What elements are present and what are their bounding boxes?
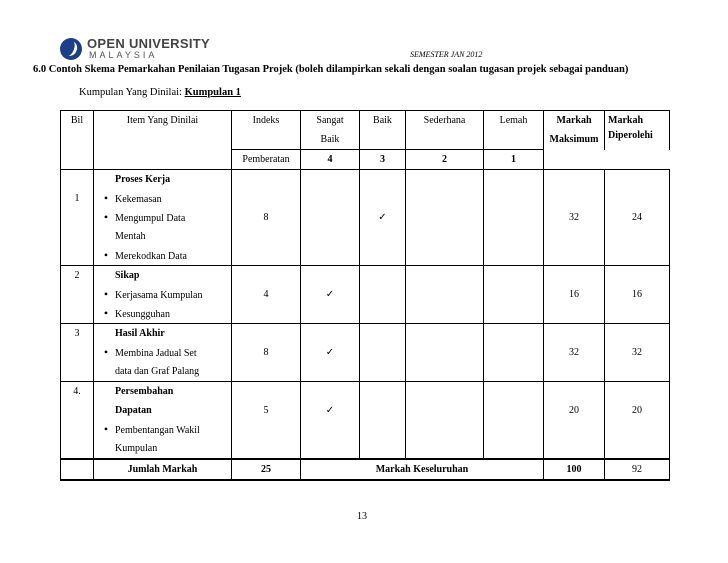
weight-4: 4 — [301, 150, 360, 170]
total-indeks: 25 — [232, 459, 301, 480]
page-number: 13 — [357, 511, 367, 522]
total-label2: Markah Keseluruhan — [301, 459, 544, 480]
header-sangat-baik: Baik — [301, 130, 360, 150]
bullet-icon — [97, 306, 115, 321]
row3-head: Hasil Akhir — [94, 324, 232, 344]
marking-table — [60, 110, 670, 481]
weight-1: 1 — [484, 150, 544, 170]
group-line — [79, 87, 241, 98]
pemberatan-label: Pemberatan — [232, 150, 301, 170]
row4-bil: 4. — [61, 382, 94, 402]
row1-item1: • Kekemasan — [94, 189, 232, 208]
row2-diperolehi: 16 — [605, 285, 670, 304]
header-sederhana: Sederhana — [406, 111, 484, 131]
row3-diperolehi: 32 — [605, 343, 670, 362]
row4-item1b: Kumpulan — [94, 439, 232, 459]
row4-indeks: 5 — [232, 401, 301, 420]
bullet-icon — [97, 248, 115, 263]
header-lemah: Lemah — [484, 111, 544, 131]
row4-head2: Dapatan — [94, 401, 232, 420]
header-sangat: Sangat — [301, 111, 360, 131]
bullet-icon — [97, 191, 115, 206]
bullet-icon — [97, 345, 115, 360]
header-item: Item Yang Dinilai — [94, 111, 232, 131]
header-baik: Baik — [360, 111, 406, 131]
header-bil: Bil — [61, 111, 94, 131]
row1-item2: •Mengumpul Data — [94, 208, 232, 227]
row3-item1b: data dan Graf Palang — [94, 362, 232, 382]
group-value: Kumpulan 1 — [184, 87, 241, 98]
row3-tick: ✓ — [301, 343, 360, 362]
row1-indeks: 8 — [232, 208, 301, 227]
section-title: 6.0 Contoh Skema Pemarkahan Penilaian Tugasan Projek (boleh dilampirkan sekali dengan soalan tugasan projek sebagai panduan) — [33, 64, 629, 75]
bullet-icon — [97, 287, 115, 302]
logo-line1: OPEN UNIVERSITY — [87, 36, 210, 51]
row4-diperolehi: 20 — [605, 401, 670, 420]
header-markah-diperolehi: Markah — [605, 111, 670, 131]
row1-item2b: Mentah — [94, 227, 232, 246]
group-label: Kumpulan Yang Dinilai: — [79, 87, 182, 98]
bullet-icon — [97, 422, 115, 437]
row1-head: Proses Kerja — [94, 170, 232, 190]
bullet-icon — [97, 210, 115, 225]
row2-tick: ✓ — [301, 285, 360, 304]
semester-label: SEMESTER JAN 2012 — [410, 50, 483, 59]
row1-tick: ✓ — [360, 208, 406, 227]
header-indeks: Indeks — [232, 111, 301, 131]
total-diperolehi: 92 — [605, 459, 670, 480]
weight-2: 2 — [406, 150, 484, 170]
row2-head: Sikap — [94, 266, 232, 286]
row4-item1: •Pembentangan Wakil — [94, 420, 232, 439]
row1-item3: •Merekodkan Data — [94, 246, 232, 266]
row2-item1: •Kerjasama Kumpulan — [94, 285, 232, 304]
row1-diperolehi: 24 — [605, 208, 670, 227]
header-markah-maks: Markah — [544, 111, 605, 131]
total-label: Jumlah Markah — [94, 459, 232, 480]
row2-bil: 2 — [61, 266, 94, 286]
row3-item1: •Membina Jadual Set — [94, 343, 232, 362]
university-logo — [60, 34, 210, 64]
row2-maks: 16 — [544, 285, 605, 304]
logo-line2: MALAYSIA — [89, 50, 158, 60]
row4-maks: 20 — [544, 401, 605, 420]
total-maks: 100 — [544, 459, 605, 480]
row3-indeks: 8 — [232, 343, 301, 362]
row1-maks: 32 — [544, 208, 605, 227]
row3-bil: 3 — [61, 324, 94, 344]
header-maksimum: Maksimum — [544, 130, 605, 150]
globe-icon — [60, 38, 82, 60]
row3-maks: 32 — [544, 343, 605, 362]
row2-item2: •Kesungguhan — [94, 304, 232, 324]
row4-tick: ✓ — [301, 401, 360, 420]
header-diperolehi: Diperolehi — [605, 130, 670, 150]
row2-indeks: 4 — [232, 285, 301, 304]
weight-3: 3 — [360, 150, 406, 170]
row1-bil: 1 — [61, 189, 94, 208]
row4-head: Persembahan — [94, 382, 232, 402]
